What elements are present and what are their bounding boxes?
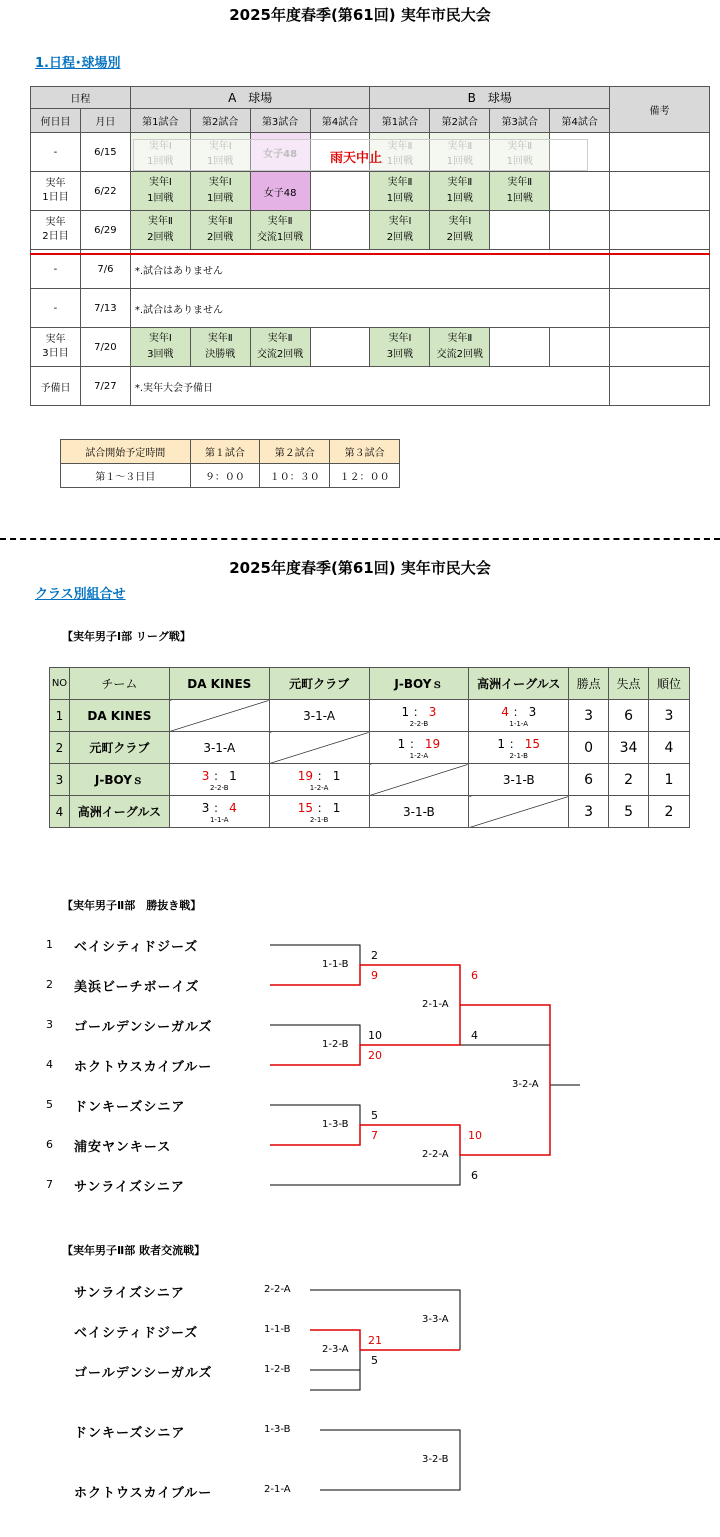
schedule-table bbox=[30, 86, 710, 406]
rank: 1 bbox=[649, 764, 690, 796]
cell-game-empty bbox=[310, 328, 370, 367]
points: 0 bbox=[569, 732, 609, 764]
row-day: 実年 2日目 bbox=[31, 211, 81, 250]
diag-cell bbox=[369, 764, 469, 796]
team-name: ホクトウスカイブルー bbox=[74, 1060, 213, 1075]
match-label: 1-3-B bbox=[322, 1119, 349, 1130]
seed-label: 1-1-B bbox=[264, 1324, 291, 1335]
rank: 4 bbox=[649, 732, 690, 764]
cell-game: 実年Ⅰ 1回戦 bbox=[130, 172, 190, 211]
cell-game: 実年Ⅱ 1回戦 bbox=[370, 133, 430, 172]
header-b-g3: 第3試合 bbox=[490, 109, 550, 133]
cell-game: 実年Ⅰ 1回戦 bbox=[190, 133, 250, 172]
cell-game-empty bbox=[550, 211, 610, 250]
time-header: 第１試合 bbox=[190, 440, 260, 464]
header-a-g3: 第3試合 bbox=[250, 109, 310, 133]
cell-game: 実年Ⅰ 1回戦 bbox=[190, 172, 250, 211]
result-cell: 3-1-B bbox=[369, 796, 469, 828]
row-date: 6/15 bbox=[80, 133, 130, 172]
row-no: 3 bbox=[50, 764, 70, 796]
cell-game: 実年Ⅰ 1回戦 bbox=[130, 133, 190, 172]
seed-number: 7 bbox=[46, 1178, 53, 1191]
page-title-2: 2025年度春季(第61回) 実年市民大会 bbox=[229, 559, 491, 577]
header-field-b: B 球場 bbox=[370, 87, 610, 109]
time-cell: 第１～３日目 bbox=[61, 464, 191, 488]
row-day: 実年 1日目 bbox=[31, 172, 81, 211]
header-nittei: 日程 bbox=[31, 87, 131, 109]
score: 7 bbox=[371, 1129, 378, 1142]
row-date: 7/6 bbox=[80, 250, 130, 289]
diag-cell bbox=[169, 700, 269, 732]
cell-remarks bbox=[610, 367, 710, 406]
result-cell: 1 ： 19 1-2-A bbox=[369, 732, 469, 764]
result-cell: 3 ： 4 1-1-A bbox=[169, 796, 269, 828]
points: 6 bbox=[569, 764, 609, 796]
cell-remarks bbox=[610, 133, 710, 172]
cell-game: 実年Ⅱ 2回戦 bbox=[130, 211, 190, 250]
rain-cancel-label: 雨天中止 bbox=[330, 151, 383, 166]
seed-number: 3 bbox=[46, 1018, 53, 1031]
col-lost: 失点 bbox=[609, 668, 649, 700]
score: 20 bbox=[368, 1049, 382, 1062]
cell-game: 実年Ⅱ 1回戦 bbox=[490, 133, 550, 172]
score: 21 bbox=[368, 1334, 382, 1347]
score: 10 bbox=[468, 1129, 482, 1142]
cell-game: 実年Ⅰ 2回戦 bbox=[430, 211, 490, 250]
time-cell: ９：００ bbox=[190, 464, 260, 488]
row-team: 高洲イーグルス bbox=[69, 796, 169, 828]
row-team: 元町クラブ bbox=[69, 732, 169, 764]
team-name: サンライズシニア bbox=[74, 1286, 185, 1301]
match-label: 2-3-A bbox=[322, 1344, 349, 1355]
team-name: ベイシティドジーズ bbox=[74, 1326, 199, 1341]
result-cell: 4 ： 3 1-1-A bbox=[469, 700, 569, 732]
cell-remarks bbox=[610, 250, 710, 289]
header-field-a: A 球場 bbox=[130, 87, 370, 109]
diag-cell bbox=[469, 796, 569, 828]
lost: 34 bbox=[609, 732, 649, 764]
section-class-link[interactable]: クラス別組合せ bbox=[35, 587, 126, 602]
score: 6 bbox=[471, 1169, 478, 1182]
row-day: - bbox=[31, 289, 81, 328]
row-note: *.試合はありません bbox=[130, 289, 609, 328]
cell-game-empty bbox=[490, 328, 550, 367]
row-team: J-BOYｓ bbox=[69, 764, 169, 796]
col-team3: J-BOYｓ bbox=[369, 668, 469, 700]
time-cell: １０：３０ bbox=[260, 464, 330, 488]
match-label: 3-2-B bbox=[422, 1454, 449, 1465]
time-header: 試合開始予定時間 bbox=[61, 440, 191, 464]
row-team: DA KINES bbox=[69, 700, 169, 732]
seed-number: 2 bbox=[46, 978, 53, 991]
cell-remarks bbox=[610, 211, 710, 250]
match-label: 1-2-B bbox=[322, 1039, 349, 1050]
team-name: ゴールデンシーガルズ bbox=[74, 1020, 213, 1035]
cell-game: 実年Ⅱ 決勝戦 bbox=[190, 328, 250, 367]
score: 5 bbox=[371, 1354, 378, 1367]
cell-game: 実年Ⅱ 交流2回戦 bbox=[430, 328, 490, 367]
score: 6 bbox=[471, 969, 478, 982]
time-header: 第２試合 bbox=[260, 440, 330, 464]
time-header: 第３試合 bbox=[330, 440, 400, 464]
cell-game: 実年Ⅰ 3回戦 bbox=[370, 328, 430, 367]
col-team: チーム bbox=[69, 668, 169, 700]
team-name: ドンキーズシニア bbox=[74, 1100, 186, 1115]
cell-game: 実年Ⅱ 2回戦 bbox=[190, 211, 250, 250]
lost: 5 bbox=[609, 796, 649, 828]
seed-label: 1-3-B bbox=[264, 1424, 291, 1435]
team-name: ゴールデンシーガルズ bbox=[74, 1366, 213, 1381]
row-note: *.試合はありません bbox=[130, 250, 609, 289]
cell-remarks bbox=[610, 289, 710, 328]
score: 10 bbox=[368, 1029, 382, 1042]
result-cell: 15 ： 1 2-1-B bbox=[269, 796, 369, 828]
team-name: 美浜ビーチボーイズ bbox=[74, 980, 200, 995]
score: 4 bbox=[471, 1029, 478, 1042]
cell-game: 実年Ⅱ 1回戦 bbox=[430, 172, 490, 211]
time-cell: １２：００ bbox=[330, 464, 400, 488]
consolation-bracket bbox=[0, 1280, 720, 1500]
row-no: 1 bbox=[50, 700, 70, 732]
row-date: 7/20 bbox=[80, 328, 130, 367]
header-a-g4: 第4試合 bbox=[310, 109, 370, 133]
cell-game: 女子48 bbox=[250, 133, 310, 172]
header-a-g2: 第2試合 bbox=[190, 109, 250, 133]
row-date: 7/13 bbox=[80, 289, 130, 328]
cell-game-empty bbox=[310, 172, 370, 211]
team-name: ベイシティドジーズ bbox=[74, 940, 199, 955]
score: 2 bbox=[371, 949, 378, 962]
header-day-no: 何日目 bbox=[31, 109, 81, 133]
header-b-g4: 第4試合 bbox=[550, 109, 610, 133]
red-divider bbox=[30, 253, 710, 255]
col-team1: DA KINES bbox=[169, 668, 269, 700]
col-points: 勝点 bbox=[569, 668, 609, 700]
match-label: 2-2-A bbox=[422, 1149, 449, 1160]
match-label: 3-3-A bbox=[422, 1314, 449, 1325]
team-name: サンライズシニア bbox=[74, 1180, 185, 1195]
score: 9 bbox=[371, 969, 378, 982]
row-date: 6/22 bbox=[80, 172, 130, 211]
rank: 2 bbox=[649, 796, 690, 828]
result-cell: 19 ： 1 1-2-A bbox=[269, 764, 369, 796]
header-a-g1: 第1試合 bbox=[130, 109, 190, 133]
team-name: ドンキーズシニア bbox=[74, 1426, 186, 1441]
cell-game-empty bbox=[310, 211, 370, 250]
row-day: 予備日 bbox=[31, 367, 81, 406]
seed-label: 1-2-B bbox=[264, 1364, 291, 1375]
result-cell: 3-1-B bbox=[469, 764, 569, 796]
page-title: 2025年度春季(第61回) 実年市民大会 bbox=[229, 6, 491, 24]
diag-cell bbox=[269, 732, 369, 764]
col-team4: 高洲イーグルス bbox=[469, 668, 569, 700]
seed-number: 4 bbox=[46, 1058, 53, 1071]
result-cell: 3-1-A bbox=[169, 732, 269, 764]
header-remarks: 備考 bbox=[610, 87, 710, 133]
team-name: ホクトウスカイブルー bbox=[74, 1486, 213, 1501]
cell-game: 女子48 bbox=[250, 172, 310, 211]
section-schedule-link[interactable]: 1.日程･球場別 bbox=[35, 56, 121, 71]
cell-game: 実年Ⅱ 1回戦 bbox=[430, 133, 490, 172]
header-b-g1: 第1試合 bbox=[370, 109, 430, 133]
seed-label: 2-2-A bbox=[264, 1284, 291, 1295]
rank: 3 bbox=[649, 700, 690, 732]
cell-game-empty bbox=[490, 211, 550, 250]
knockout-bracket bbox=[0, 930, 720, 1200]
cell-remarks bbox=[610, 328, 710, 367]
header-date: 月日 bbox=[80, 109, 130, 133]
seed-number: 1 bbox=[46, 938, 53, 951]
league-heading: 【実年男子Ⅰ部 リーグ戦】 bbox=[62, 630, 191, 643]
cell-game-empty bbox=[550, 328, 610, 367]
cell-game: 実年Ⅰ 3回戦 bbox=[130, 328, 190, 367]
team-name: 浦安ヤンキース bbox=[74, 1140, 172, 1155]
row-day: - bbox=[31, 250, 81, 289]
result-cell: 1 ： 15 2-1-B bbox=[469, 732, 569, 764]
row-day: 実年 3日目 bbox=[31, 328, 81, 367]
score: 5 bbox=[371, 1109, 378, 1122]
league-table bbox=[49, 667, 690, 828]
seed-number: 5 bbox=[46, 1098, 53, 1111]
cell-game-empty bbox=[550, 172, 610, 211]
consolation-heading: 【実年男子Ⅱ部 敗者交流戦】 bbox=[62, 1244, 206, 1257]
row-note: *.実年大会予備日 bbox=[130, 367, 609, 406]
cell-game: 実年Ⅰ 2回戦 bbox=[370, 211, 430, 250]
col-no: NO bbox=[50, 668, 70, 700]
col-rank: 順位 bbox=[649, 668, 690, 700]
cell-game: 実年Ⅱ 交流2回戦 bbox=[250, 328, 310, 367]
row-day: - bbox=[31, 133, 81, 172]
result-cell: 3 ： 1 2-2-B bbox=[169, 764, 269, 796]
result-cell: 1 ： 3 2-2-B bbox=[369, 700, 469, 732]
cell-game: 実年Ⅱ 交流1回戦 bbox=[250, 211, 310, 250]
match-label: 2-1-A bbox=[422, 999, 449, 1010]
lost: 6 bbox=[609, 700, 649, 732]
row-no: 4 bbox=[50, 796, 70, 828]
row-date: 7/27 bbox=[80, 367, 130, 406]
cell-game: 実年Ⅱ 1回戦 bbox=[370, 172, 430, 211]
row-date: 6/29 bbox=[80, 211, 130, 250]
dashed-divider bbox=[0, 538, 720, 540]
seed-label: 2-1-A bbox=[264, 1484, 291, 1495]
row-no: 2 bbox=[50, 732, 70, 764]
match-label: 3-2-A bbox=[512, 1079, 539, 1090]
knockout-heading: 【実年男子Ⅱ部 勝抜き戦】 bbox=[62, 899, 202, 912]
cell-game: 実年Ⅱ 1回戦 bbox=[490, 172, 550, 211]
col-team2: 元町クラブ bbox=[269, 668, 369, 700]
match-label: 1-1-B bbox=[322, 959, 349, 970]
points: 3 bbox=[569, 700, 609, 732]
lost: 2 bbox=[609, 764, 649, 796]
result-cell: 3-1-A bbox=[269, 700, 369, 732]
points: 3 bbox=[569, 796, 609, 828]
start-time-table bbox=[60, 439, 400, 488]
seed-number: 6 bbox=[46, 1138, 53, 1151]
header-b-g2: 第2試合 bbox=[430, 109, 490, 133]
cell-remarks bbox=[610, 172, 710, 211]
